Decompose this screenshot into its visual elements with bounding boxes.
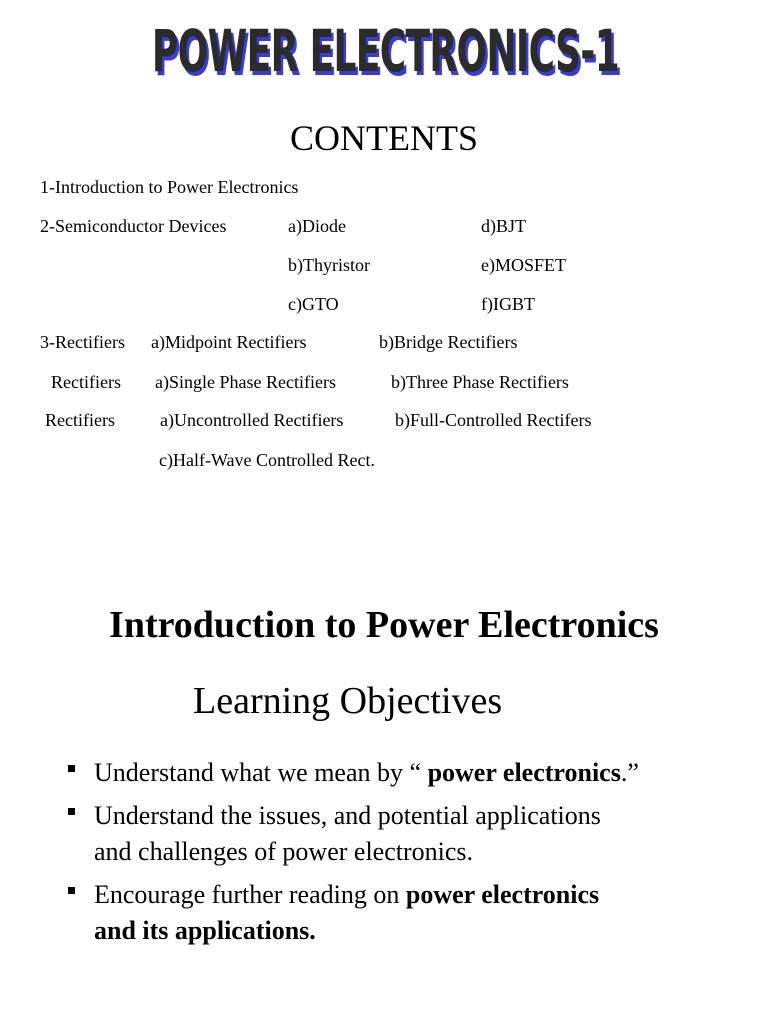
toc-item-rectifiers-phase: Rectifiers <box>51 372 121 392</box>
toc-subitem-igbt: f)IGBT <box>481 294 535 314</box>
toc-subitem-thyristor: b)Thyristor <box>288 255 370 275</box>
toc-item-rectifiers-control: Rectifiers <box>45 410 115 430</box>
toc-item-introduction: 1-Introduction to Power Electronics <box>40 177 299 197</box>
objective-item <box>94 755 639 791</box>
objective-text: Encourage further reading on <box>94 880 406 909</box>
objective-item <box>94 877 599 949</box>
toc-subitem-single-phase: a)Single Phase Rectifiers <box>155 372 336 392</box>
bullet-icon <box>68 765 75 772</box>
toc-subitem-diode: a)Diode <box>288 216 346 236</box>
contents-heading: CONTENTS <box>290 118 478 158</box>
learning-objectives-heading: Learning Objectives <box>193 680 503 722</box>
objective-emphasis: and its applications. <box>94 916 316 945</box>
toc-item-rectifiers: 3-Rectifiers <box>40 332 125 352</box>
objective-text: Understand the issues, and potential applications <box>94 801 601 830</box>
toc-subitem-midpoint-rectifiers: a)Midpoint Rectifiers <box>151 332 307 352</box>
objective-emphasis: power electronics <box>405 880 600 909</box>
objective-item <box>94 798 601 870</box>
bullet-icon <box>68 808 75 815</box>
section-title: Introduction to Power Electronics <box>109 604 659 646</box>
toc-subitem-mosfet: e)MOSFET <box>481 255 566 275</box>
toc-subitem-gto: c)GTO <box>288 294 339 314</box>
bullet-icon <box>68 887 75 894</box>
toc-item-semiconductor-devices: 2-Semiconductor Devices <box>40 216 227 236</box>
objective-text: .” <box>620 758 639 787</box>
toc-subitem-three-phase: b)Three Phase Rectifiers <box>391 372 569 392</box>
objective-text: and challenges of power electronics. <box>94 837 474 866</box>
objective-text: Understand what we mean by “ <box>94 758 428 787</box>
toc-subitem-half-wave: c)Half-Wave Controlled Rect. <box>159 450 375 470</box>
page-title: POWER ELECTRONICS-1 <box>151 17 620 85</box>
objective-emphasis: power electronics <box>427 758 621 787</box>
toc-subitem-full-controlled: b)Full-Controlled Rectifers <box>395 410 592 430</box>
toc-subitem-bridge-rectifiers: b)Bridge Rectifiers <box>379 332 518 352</box>
toc-subitem-bjt: d)BJT <box>481 216 526 236</box>
toc-subitem-uncontrolled: a)Uncontrolled Rectifiers <box>160 410 344 430</box>
